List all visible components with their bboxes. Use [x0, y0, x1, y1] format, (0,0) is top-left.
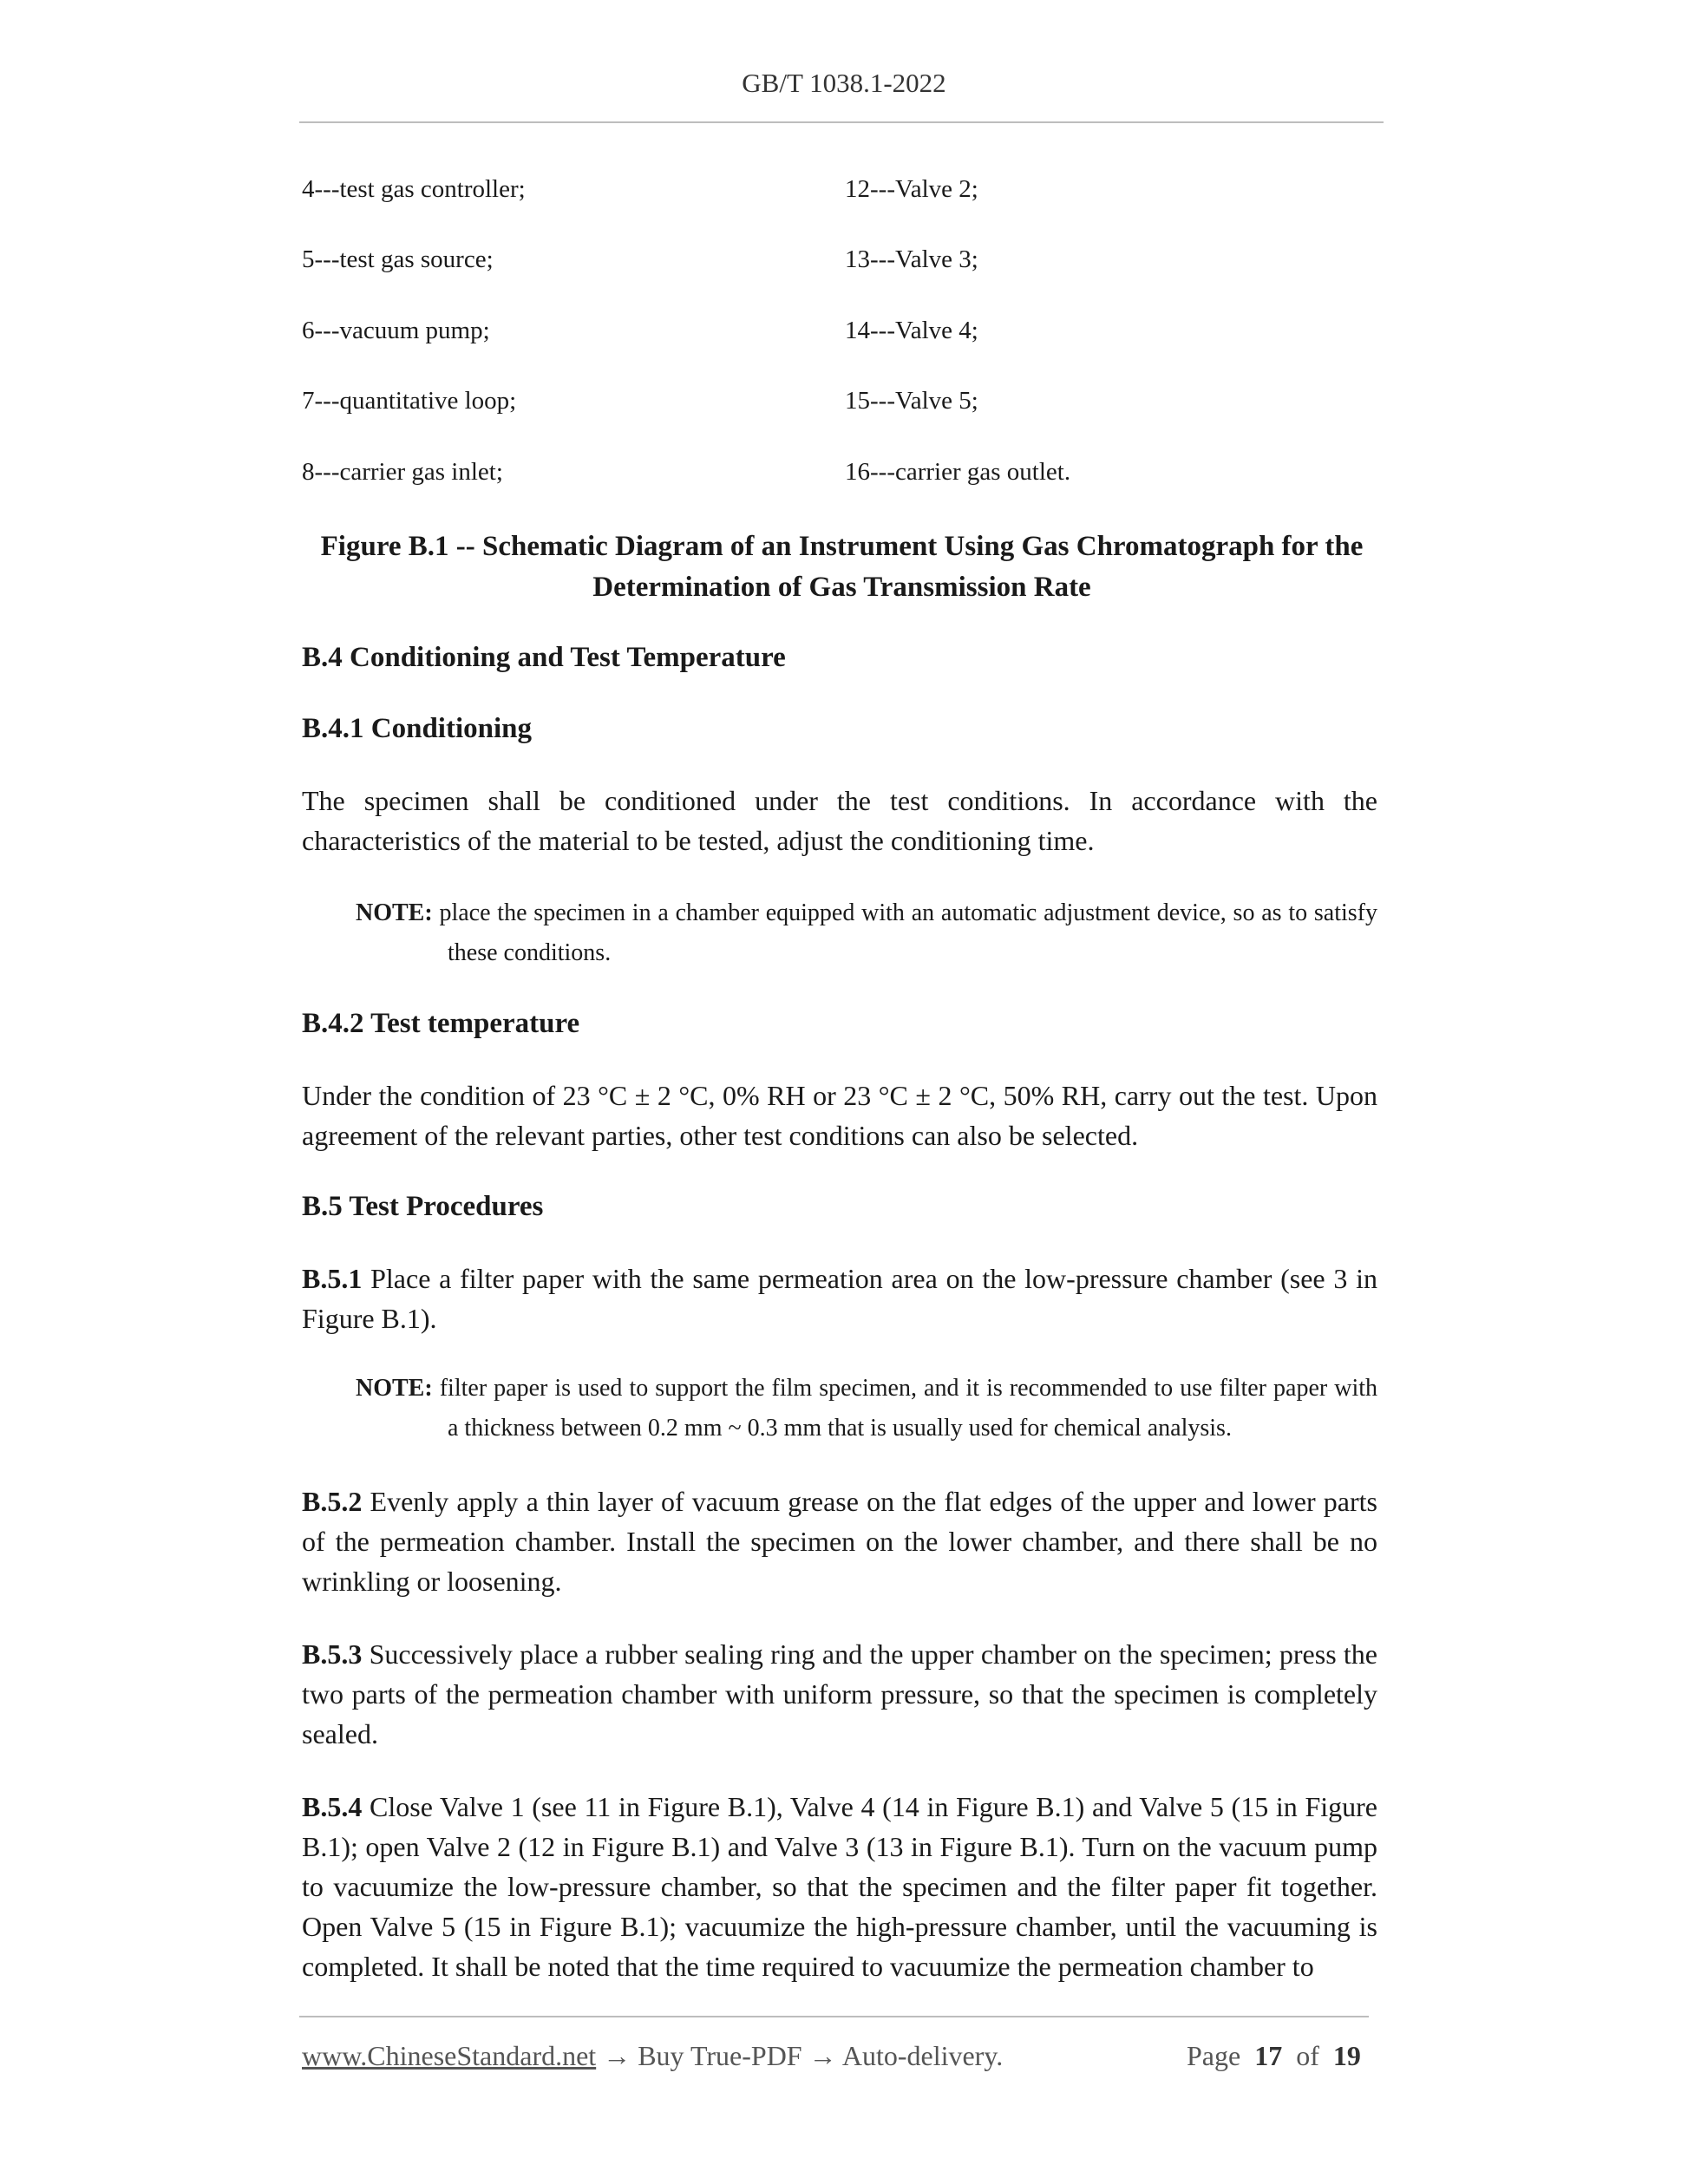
site-link[interactable]: www.ChineseStandard.net: [302, 2040, 597, 2071]
legend-item-7: 7---quantitative loop;: [302, 387, 517, 415]
footer-tagline: → Buy True-PDF → Auto-delivery.: [596, 2040, 1004, 2071]
note-label: NOTE:: [356, 899, 433, 926]
figure-caption-line-2: Determination of Gas Transmission Rate: [592, 572, 1091, 603]
clause-label-b54: B.5.4: [302, 1791, 363, 1822]
footer-promo: [302, 2038, 1003, 2073]
legend-item-4: 4---test gas controller;: [302, 175, 526, 203]
legend-item-16: 16---carrier gas outlet.: [845, 458, 1071, 486]
clause-text-b52: Evenly apply a thin layer of vacuum grease on the flat edges of the upper and lower parts of the permeation chamber. Install the specimen on the lower chamber, and there shall be no wrinkling or loosening.: [302, 1486, 1378, 1597]
paragraph-b42: Under the condition of 23 °C ± 2 °C, 0% RH or 23 °C ± 2 °C, 50% RH, carry out the test. Upon agreement of the relevant parties, other test conditions can also be selected.: [302, 1080, 1377, 1151]
of-word: of: [1296, 2040, 1319, 2071]
clause-text-b54: Close Valve 1 (see 11 in Figure B.1), Valve 4 (14 in Figure B.1) and Valve 5 (15 in Figure B.1); open Valve 2 (12 in Figure B.1) and Valve 3 (13 in Figure B.1). Turn on the vacuum pump to vacuumize the low-pressure chamber, so that the specimen and the filter paper fit together. Open Valve 5 (15 in Figure B.1); vacuumize the high-pressure chamber, until the vacuuming is completed. It shall be noted that the time required to vacuumize the permeation chamber to: [302, 1791, 1378, 1982]
page-total: 19: [1332, 2040, 1361, 2071]
note-text: place the specimen in a chamber equipped with an automatic adjustment device, so as to satisfy these conditions.: [439, 899, 1377, 966]
paragraph-b52: [302, 1481, 1377, 1601]
paragraph-b54: [302, 1787, 1377, 1986]
figure-caption: [302, 526, 1382, 608]
heading-b4: B.4 Conditioning and Test Temperature: [302, 642, 786, 673]
clause-text-b51: Place a filter paper with the same permeation area on the low-pressure chamber (see 3 in Figure B.1).: [302, 1263, 1378, 1334]
legend-item-14: 14---Valve 4;: [845, 317, 978, 344]
paragraph-b51: [302, 1259, 1377, 1338]
clause-label-b52: B.5.2: [302, 1486, 363, 1517]
page-indicator: [1187, 2038, 1361, 2073]
legend-item-15: 15---Valve 5;: [845, 387, 978, 415]
figure-caption-line-1: Figure B.1 -- Schematic Diagram of an Instrument Using Gas Chromatograph for the: [320, 531, 1364, 562]
heading-b42: B.4.2 Test temperature: [302, 1008, 580, 1039]
note-label: NOTE:: [356, 1375, 433, 1402]
legend-item-6: 6---vacuum pump;: [302, 317, 490, 344]
note-conditioning: [356, 893, 1377, 973]
clause-text-b53: Successively place a rubber sealing ring and the upper chamber on the specimen; press the two parts of the permeation chamber with uniform pressure, so that the specimen is completely sealed.: [302, 1638, 1378, 1749]
note-text: filter paper is used to support the film specimen, and it is recommended to use filter paper with a thickness between 0.2 mm ~ 0.3 mm that is usually used for chemical analysis.: [439, 1375, 1378, 1442]
legend-item-5: 5---test gas source;: [302, 245, 494, 273]
heading-b41: B.4.1 Conditioning: [302, 713, 532, 744]
note-filter-paper: [356, 1369, 1377, 1448]
paragraph-b53: [302, 1634, 1377, 1754]
page-word: Page: [1187, 2040, 1241, 2071]
clause-label-b51: B.5.1: [302, 1263, 363, 1294]
legend-item-13: 13---Valve 3;: [845, 245, 978, 273]
legend-item-8: 8---carrier gas inlet;: [302, 458, 503, 486]
header-divider: [299, 121, 1384, 123]
paragraph-b41: The specimen shall be conditioned under the test conditions. In accordance with the characteristics of the material to be tested, adjust the conditioning time.: [302, 785, 1377, 856]
legend-item-12: 12---Valve 2;: [845, 175, 978, 203]
clause-label-b53: B.5.3: [302, 1638, 363, 1670]
page-number: 17: [1254, 2040, 1283, 2071]
running-header: GB/T 1038.1-2022: [742, 68, 946, 98]
footer-divider: [299, 2016, 1369, 2017]
heading-b5: B.5 Test Procedures: [302, 1191, 544, 1222]
